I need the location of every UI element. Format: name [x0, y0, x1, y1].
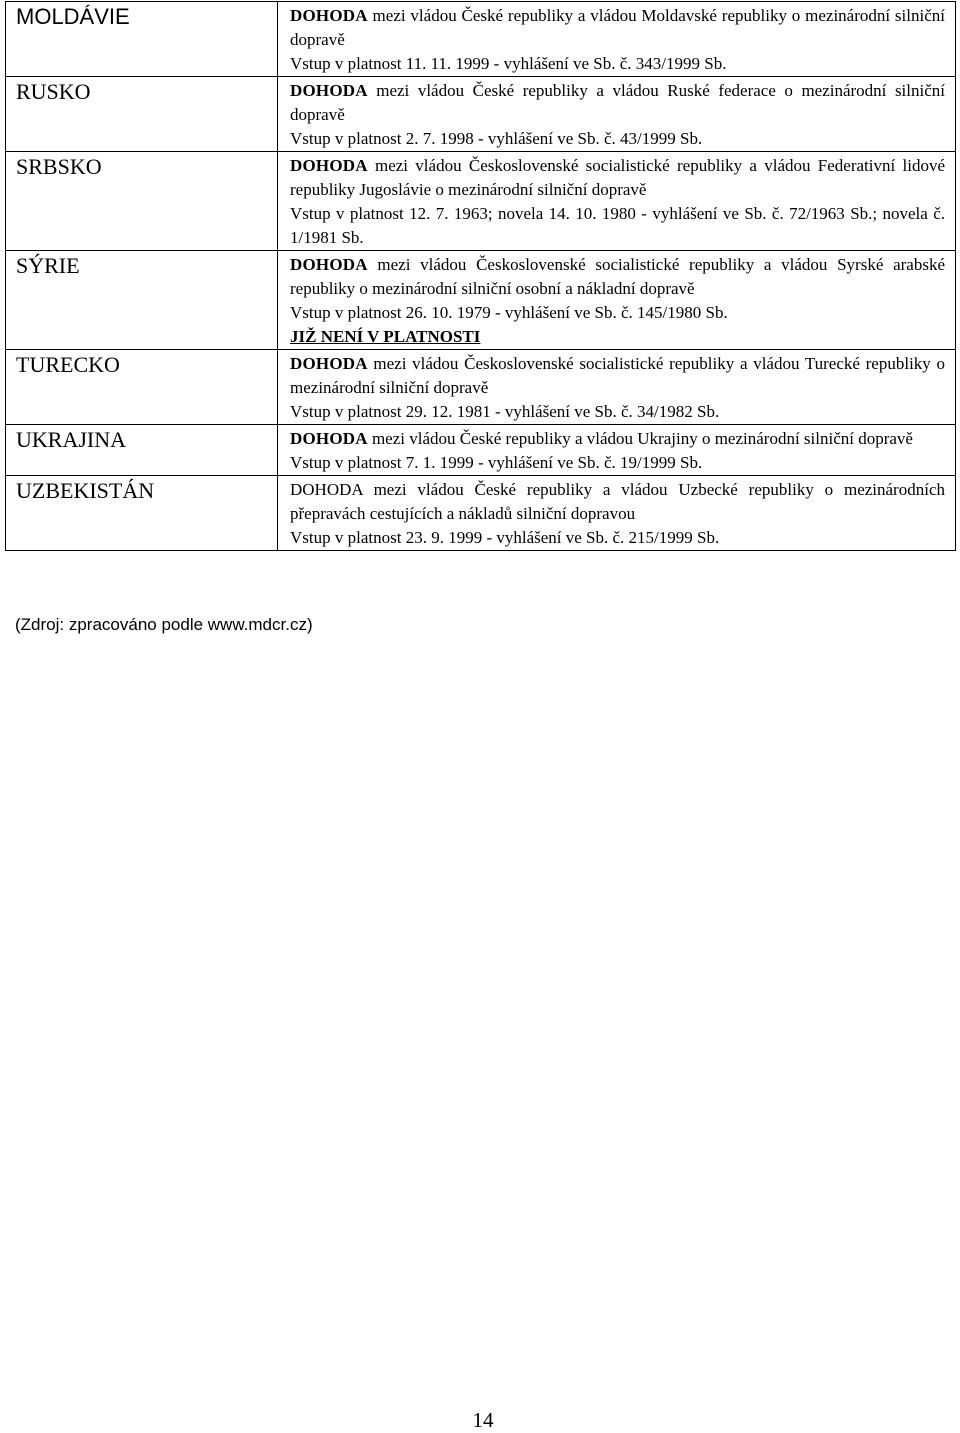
- country-cell: UKRAJINA: [6, 425, 278, 476]
- country-cell: MOLDÁVIE: [6, 2, 278, 77]
- agreement-cell: [278, 350, 956, 425]
- agreement-title: DOHODA mezi vládou České republiky a vládou Ukrajiny o mezinárodní silniční dopravě: [290, 429, 913, 448]
- agreement-title: DOHODA mezi vládou Československé socialistické republiky a vládou Turecké republiky o mezinárodní silniční dopravě: [290, 354, 945, 397]
- agreement-validity: Vstup v platnost 12. 7. 1963; novela 14. 10. 1980 - vyhlášení ve Sb. č. 72/1963 Sb.; novela č. 1/1981 Sb.: [290, 204, 945, 247]
- table-row: [6, 425, 956, 476]
- agreement-cell: [278, 425, 956, 476]
- status-note: JIŽ NENÍ V PLATNOSTI: [290, 327, 481, 346]
- table-row: [6, 350, 956, 425]
- agreement-validity: Vstup v platnost 7. 1. 1999 - vyhlášení ve Sb. č. 19/1999 Sb.: [290, 453, 703, 472]
- agreement-title: DOHODA mezi vládou Československé socialistické republiky a vládou Federativní lidové republiky Jugoslávie o mezinárodní silniční dopravě: [290, 156, 945, 199]
- country-cell: UZBEKISTÁN: [6, 476, 278, 551]
- agreement-validity: Vstup v platnost 23. 9. 1999 - vyhlášení ve Sb. č. 215/1999 Sb.: [290, 528, 720, 547]
- agreement-cell: [278, 476, 956, 551]
- country-cell: TURECKO: [6, 350, 278, 425]
- agreement-cell: [278, 251, 956, 350]
- agreement-cell: [278, 77, 956, 152]
- table-row: [6, 77, 956, 152]
- agreement-title: DOHODA mezi vládou České republiky a vládou Uzbecké republiky o mezinárodních přepravách cestujících a nákladů silniční dopravou: [290, 480, 945, 523]
- country-cell: RUSKO: [6, 77, 278, 152]
- page-number: 14: [472, 1408, 494, 1432]
- agreement-cell: [278, 2, 956, 77]
- table-row: [6, 251, 956, 350]
- source-note: (Zdroj: zpracováno podle www.mdcr.cz): [15, 615, 313, 634]
- agreement-validity: Vstup v platnost 26. 10. 1979 - vyhlášení ve Sb. č. 145/1980 Sb.: [290, 303, 728, 322]
- agreement-validity: Vstup v platnost 11. 11. 1999 - vyhlášení ve Sb. č. 343/1999 Sb.: [290, 54, 727, 73]
- agreements-table: [5, 1, 956, 551]
- agreement-cell: [278, 152, 956, 251]
- country-cell: SRBSKO: [6, 152, 278, 251]
- agreement-title: DOHODA mezi vládou České republiky a vládou Ruské federace o mezinárodní silniční dopravě: [290, 81, 945, 124]
- table-row: [6, 476, 956, 551]
- agreement-title: DOHODA mezi vládou Československé socialistické republiky a vládou Syrské arabské republiky o mezinárodní silniční osobní a nákladní dopravě: [290, 255, 945, 298]
- table-row: [6, 152, 956, 251]
- agreement-title: DOHODA mezi vládou České republiky a vládou Moldavské republiky o mezinárodní silniční dopravě: [290, 6, 945, 49]
- agreement-validity: Vstup v platnost 2. 7. 1998 - vyhlášení ve Sb. č. 43/1999 Sb.: [290, 129, 703, 148]
- table-row: [6, 2, 956, 77]
- agreement-validity: Vstup v platnost 29. 12. 1981 - vyhlášení ve Sb. č. 34/1982 Sb.: [290, 402, 720, 421]
- country-cell: SÝRIE: [6, 251, 278, 350]
